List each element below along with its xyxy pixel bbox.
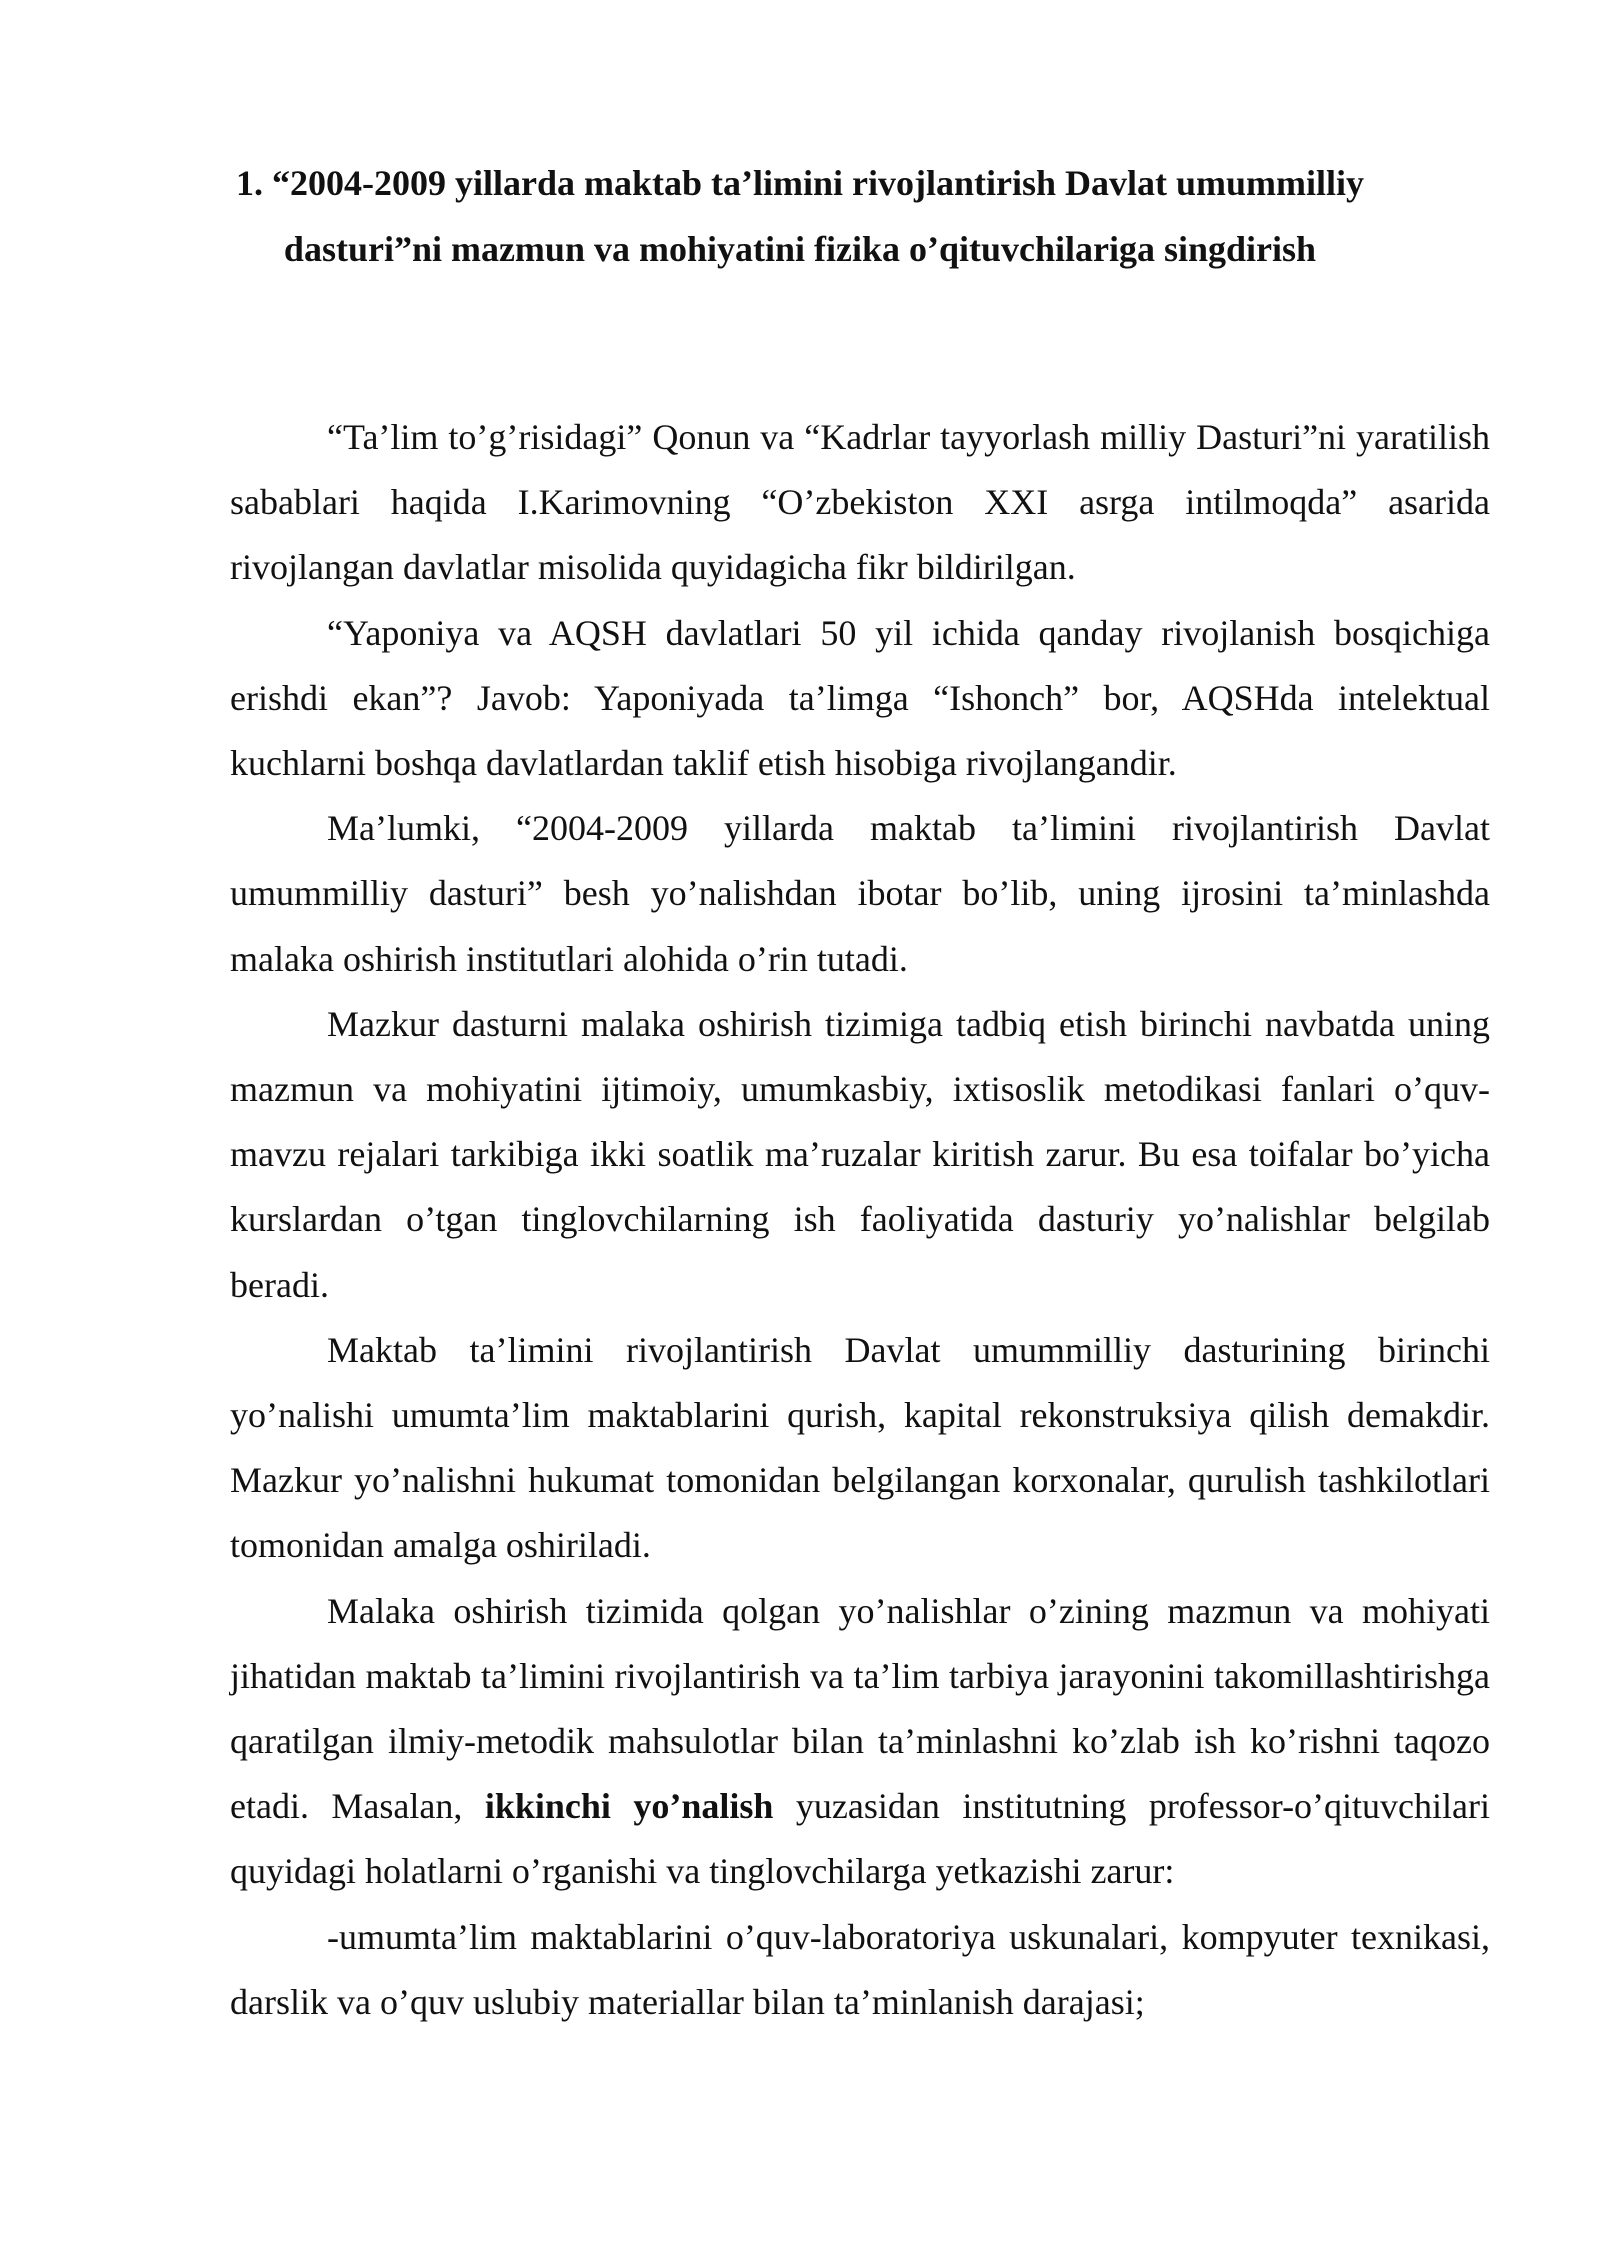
document-title: 1. “2004-2009 yillarda maktab ta’limini rivojlantirish Davlat umummilliy dasturi”ni mazmun va mohiyatini fizika o’qituvchilariga singdirish (235, 163, 1364, 269)
paragraph-5: Maktab ta’limini rivojlantirish Davlat umummilliy dasturining birinchi yo’nalishi umumta’lim maktablarini qurish, kapital rekonstruksiya qilish demakdir. Mazkur yo’nalishni hukumat tomonidan belgilangan korxonalar, qurulish tashkilotlari tomonidan amalga oshiriladi. (230, 1329, 1490, 1566)
paragraph-1: “Ta’lim to’g’risidagi” Qonun va “Kadrlar tayyorlash milliy Dasturi”ni yaratilish sabablari haqida I.Karimovning “O’zbekiston XXI asrga intilmoqda” asarida rivojlangan davlatlar misolida quyidagicha fikr bildirilgan. (230, 417, 1490, 588)
paragraph-6 (230, 1579, 1490, 1905)
paragraph-4: Mazkur dasturni malaka oshirish tizimiga tadbiq etish birinchi navbatda uning mazmun va mohiyatini ijtimoiy, umumkasbiy, ixtisoslik metodikasi fanlari o’quv-mavzu rejalari tarkibiga ikki soatlik ma’ruzalar kiritish zarur. Bu esa toifalar bo’yicha kurslardan o’tgan tinglovchilarning ish faoliyatida dasturiy yo’nalishlar belgilab beradi. (230, 1003, 1490, 1305)
paragraph-7: -umumta’lim maktablarini o’quv-laboratoriya uskunalari, kompyuter texnikasi, darslik va o’quv uslubiy materiallar bilan ta’minlanish darajasi; (230, 1916, 1490, 2022)
paragraph-6-bold-text: ikkinchi yo’nalish (484, 1786, 774, 1827)
paragraph-2: “Yaponiya va AQSH davlatlari 50 yil ichida qanday rivojlanish bosqichiga erishdi ekan”? Javob: Yaponiyada ta’limga “Ishonch” bor, AQSHda intelektual kuchlarni boshqa davlatlardan taklif etish hisobiga rivojlangandir. (230, 612, 1490, 784)
paragraph-6-text-after: yuzasidan institutning professor-o’qituvchilari quyidagi holatlarni o’rganishi va tinglovchilarga yetkazishi zarur: (230, 1786, 1490, 1892)
document-body (230, 405, 1490, 2035)
paragraph-6-text-before: Malaka oshirish tizimida qolgan yo’nalishlar o’zining mazmun va mohiyati jihatidan maktab ta’limini rivojlantirish va ta’lim tarbiya jarayonini takomillashtirishga qaratilgan ilmiy-metodik mahsulotlar bilan ta’minlashni ko’zlab ish ko’rishni taqozo etadi. Masalan, (230, 1590, 1490, 1827)
paragraph-3: Ma’lumki, “2004-2009 yillarda maktab ta’limini rivojlantirish Davlat umummilliy dasturi” besh yo’nalishdan ibotar bo’lib, uning ijrosini ta’minlashda malaka oshirish institutlari alohida o’rin tutadi. (230, 808, 1490, 979)
